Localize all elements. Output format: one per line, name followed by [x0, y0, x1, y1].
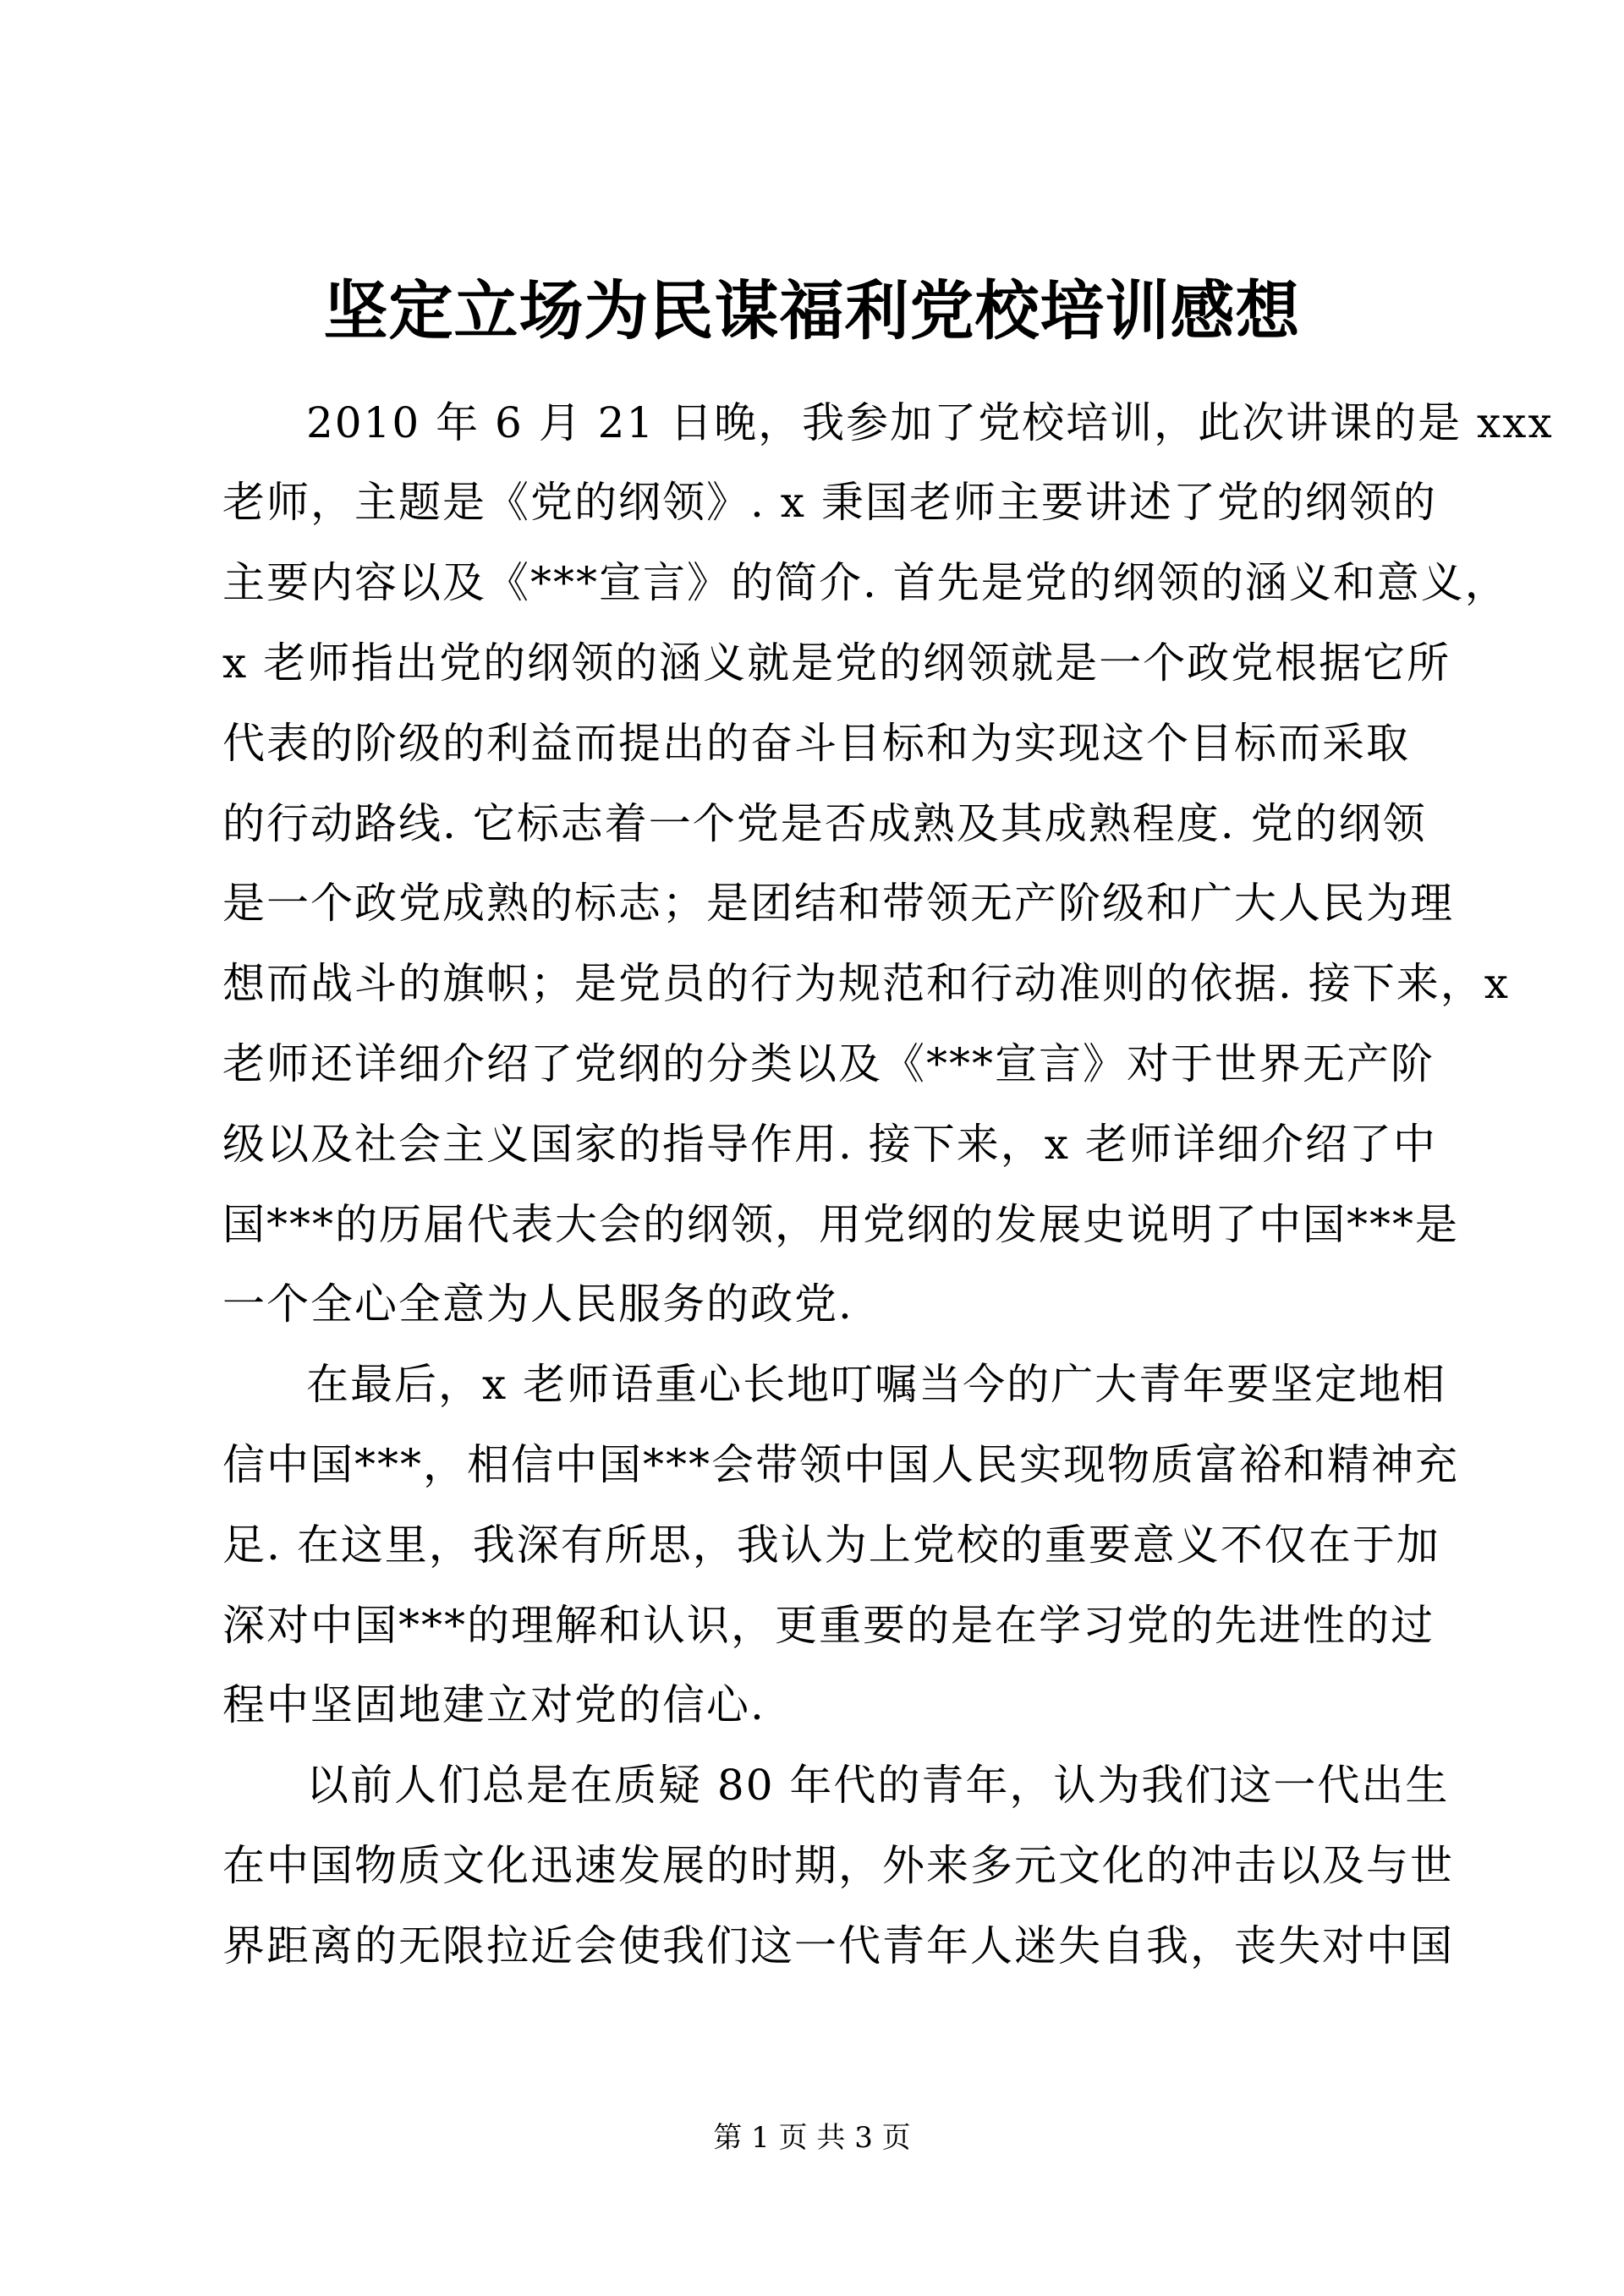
body-line: 足. 在这里，我深有所思，我认为上党校的重要意义不仅在于加	[222, 1521, 1440, 1570]
body-line: 界距离的无限拉近会使我们这一代青年人迷失自我，丧失对中国	[222, 1921, 1454, 1970]
body-line: 国***的历届代表大会的纲领，用党纲的发展史说明了中国***是	[222, 1200, 1459, 1249]
body-line: 在最后，x 老师语重心长地叮嘱当今的广大青年要坚定地相	[306, 1360, 1447, 1409]
body-line: 深对中国***的理解和认识，更重要的是在学习党的先进性的过	[222, 1601, 1435, 1650]
body-line: 2010 年 6 月 21 日晚，我参加了党校培训，此次讲课的是 xxx	[306, 398, 1554, 447]
body-line: 在中国物质文化迅速发展的时期，外来多元文化的冲击以及与世	[222, 1841, 1454, 1890]
page-footer: 第 1 页 共 3 页	[713, 2121, 911, 2155]
document-title: 坚定立场为民谋福利党校培训感想	[323, 273, 1301, 348]
body-line: 程中坚固地建立对党的信心.	[222, 1680, 765, 1729]
body-line: 级以及社会主义国家的指导作用. 接下来，x 老师详细介绍了中	[222, 1120, 1437, 1169]
body-line: 信中国***，相信中国***会带领中国人民实现物质富裕和精神充	[222, 1440, 1459, 1489]
body-line: 主要内容以及《***宣言》的简介. 首先是党的纲领的涵义和意义，	[222, 558, 1509, 607]
body-line: 老师，主题是《党的纲领》. x 秉国老师主要讲述了党的纲领的	[222, 478, 1437, 527]
body-line: 代表的阶级的利益而提出的奋斗目标和为实现这个目标而采取	[222, 719, 1410, 768]
body-line: 老师还详细介绍了党纲的分类以及《***宣言》对于世界无产阶	[222, 1039, 1435, 1088]
body-line: 的行动路线. 它标志着一个党是否成熟及其成熟程度. 党的纲领	[222, 799, 1427, 848]
body-line: 想而战斗的旗帜；是党员的行为规范和行动准则的依据. 接下来，x	[222, 959, 1510, 1008]
body-line: 是一个政党成熟的标志；是团结和带领无产阶级和广大人民为理	[222, 879, 1454, 928]
body-line: x 老师指出党的纲领的涵义就是党的纲领就是一个政党根据它所	[222, 638, 1451, 688]
body-line: 一个全心全意为人民服务的政党.	[222, 1280, 853, 1329]
body-line: 以前人们总是在质疑 80 年代的青年，认为我们这一代出生	[306, 1761, 1450, 1810]
